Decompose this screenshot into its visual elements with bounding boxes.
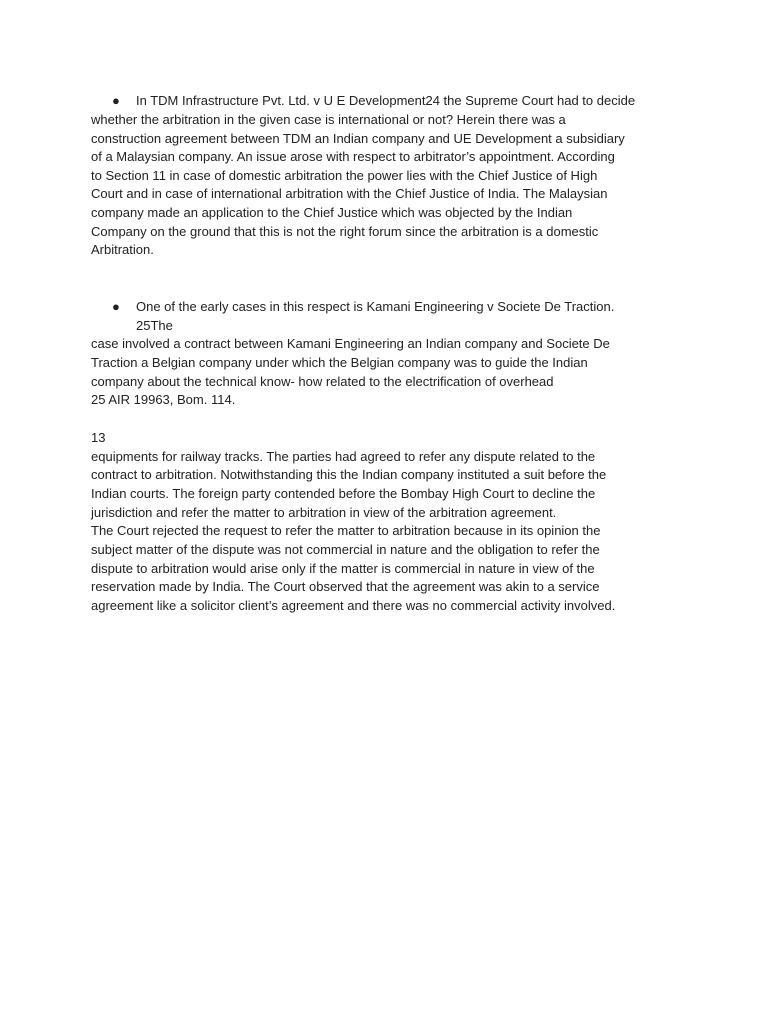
- paragraph-line: company about the technical know- how related to the electrification of overhead: [91, 374, 554, 389]
- footnote-line: 25 AIR 19963, Bom. 114.: [91, 392, 236, 407]
- paragraph-line: Indian courts. The foreign party contended before the Bombay High Court to decline the: [91, 486, 596, 501]
- bullet-icon: ●: [112, 93, 120, 108]
- paragraph-line: of a Malaysian company. An issue arose with respect to arbitrator’s appointment. According: [91, 149, 615, 164]
- paragraph-line: company made an application to the Chief Justice which was objected by the Indian: [91, 205, 573, 220]
- paragraph-line: Company on the ground that this is not the right forum since the arbitration is a domestic: [91, 224, 599, 239]
- paragraph-line: equipments for railway tracks. The parties had agreed to refer any dispute related to the: [91, 449, 596, 464]
- paragraph-line: case involved a contract between Kamani Engineering an Indian company and Societe De: [91, 336, 610, 351]
- paragraph-line: jurisdiction and refer the matter to arbitration in view of the arbitration agreement.: [91, 505, 557, 520]
- bullet-icon: ●: [112, 299, 120, 314]
- paragraph-line: whether the arbitration in the given case is international or not? Herein there was a: [91, 112, 566, 127]
- paragraph-line: agreement like a solicitor client’s agreement and there was no commercial activity involved.: [91, 598, 616, 613]
- bullet-paragraph-first-line: One of the early cases in this respect is Kamani Engineering v Societe De Traction.: [136, 299, 615, 314]
- paragraph-line: reservation made by India. The Court observed that the agreement was akin to a service: [91, 579, 600, 594]
- page-number: 13: [91, 430, 106, 445]
- paragraph-line: dispute to arbitration would arise only if the matter is commercial in nature in view of the: [91, 561, 595, 576]
- paragraph-line: The Court rejected the request to refer the matter to arbitration because in its opinion the: [91, 523, 601, 538]
- paragraph-line: Arbitration.: [91, 242, 154, 257]
- paragraph-line: to Section 11 in case of domestic arbitration the power lies with the Chief Justice of High: [91, 168, 598, 183]
- bullet-paragraph-first-line: In TDM Infrastructure Pvt. Ltd. v U E Development24 the Supreme Court had to decide: [136, 93, 636, 108]
- paragraph-line: construction agreement between TDM an Indian company and UE Development a subsidiary: [91, 131, 625, 146]
- paragraph-line: Traction a Belgian company under which the Belgian company was to guide the Indian: [91, 355, 588, 370]
- paragraph-line: subject matter of the dispute was not commercial in nature and the obligation to refer the: [91, 542, 600, 557]
- bullet-paragraph-continuation: 25The: [136, 318, 173, 333]
- paragraph-line: Court and in case of international arbitration with the Chief Justice of India. The Malaysian: [91, 186, 608, 201]
- paragraph-line: contract to arbitration. Notwithstanding this the Indian company instituted a suit before the: [91, 467, 607, 482]
